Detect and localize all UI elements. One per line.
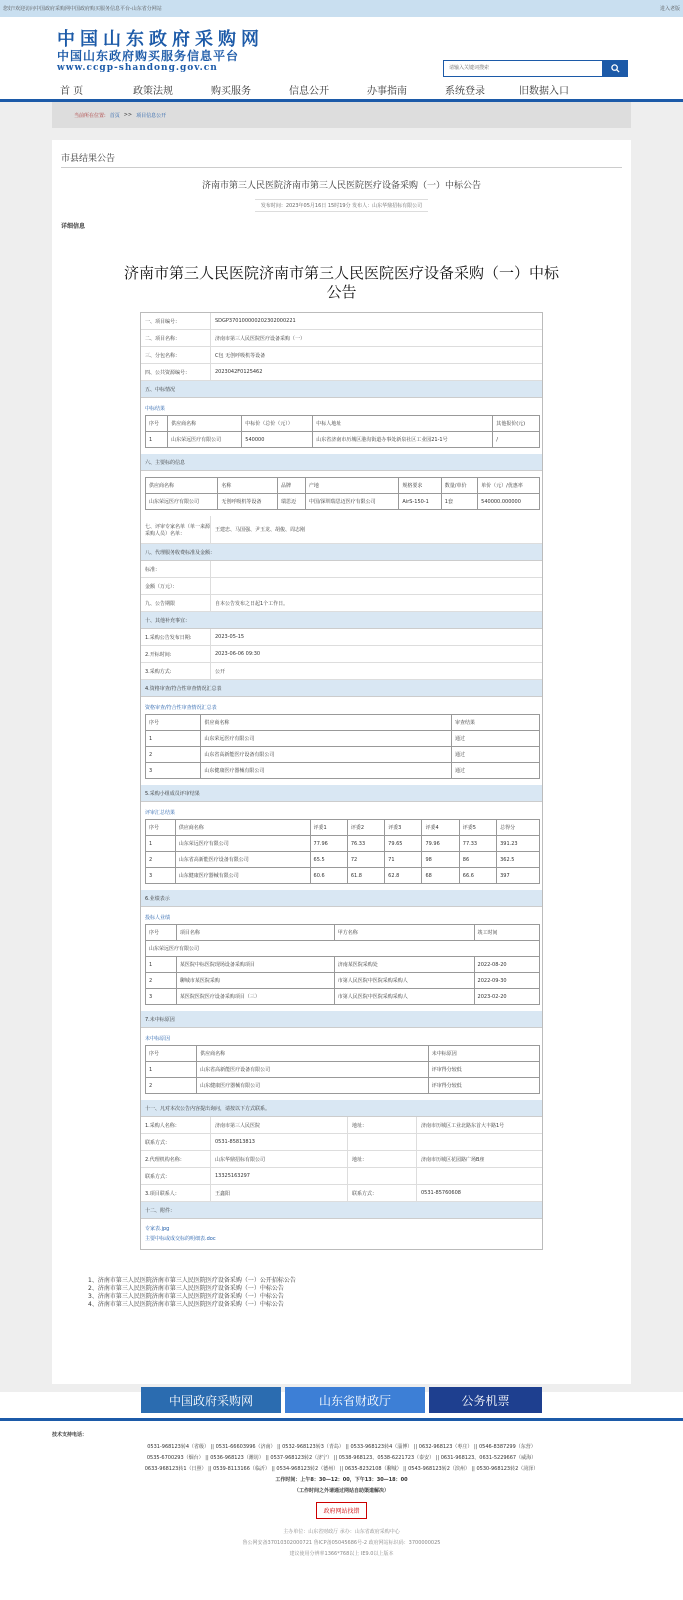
field-label: 联系方式：	[141, 1134, 211, 1150]
column-header: 名称	[218, 478, 278, 494]
section-heading: 4.资格审查/符合性审查情况汇总表	[141, 680, 542, 697]
field-value: 济南市第三人民医院医疗设备采购（一）	[215, 335, 306, 342]
banner-airticket[interactable]: 公务机票	[429, 1387, 542, 1413]
field-value: SDGP370100000202302000221	[215, 318, 296, 324]
field-label: 地址：	[347, 1151, 417, 1167]
column-header: 序号	[146, 1046, 197, 1062]
table-header	[146, 1046, 540, 1062]
table-cell: 1	[146, 957, 177, 973]
table-header	[146, 925, 540, 941]
field-label: 3.项目联系人：	[141, 1185, 211, 1201]
field-row	[141, 330, 542, 347]
field-value: 山东华鼎招标有限公司	[215, 1156, 266, 1163]
table-row	[146, 1062, 540, 1078]
column-header: 供应商名称	[146, 478, 218, 494]
footer-browser-note: 建议使用分辨率1366*768以上 IE9.0以上版本	[289, 1551, 394, 1557]
section-heading: 十一、凡对本次公告内容提出询问，请按以下方式联系。	[141, 1100, 542, 1117]
field-value: 济南市历城区花园路广场B座	[421, 1156, 485, 1163]
table-cell: 60.6	[310, 868, 347, 884]
table-row	[146, 747, 540, 763]
table-cell: 中国/深圳瑞思迈医疗有限公司	[305, 494, 399, 510]
field-value: 13325163297	[215, 1173, 250, 1179]
field-value: 王建忠、马国强、尹玉龙、胡俊、周志刚	[215, 527, 306, 533]
content-area	[0, 102, 683, 1392]
table-header	[146, 715, 540, 731]
table-row	[146, 432, 540, 448]
column-header: 中标人地址	[313, 416, 493, 432]
section-heading: 十二、附件：	[141, 1202, 542, 1219]
table-cell: 77.33	[459, 836, 496, 852]
table-cell: 2	[146, 973, 177, 989]
field-value: 自本公告发布之日起1个工作日。	[215, 600, 289, 607]
section-heading: 六、主要标的信息	[141, 454, 542, 471]
table-cell: 77.96	[310, 836, 347, 852]
field-value: C包 无创呼吸机等设备	[215, 352, 266, 359]
table-cell: 济南某医院采购处	[334, 957, 474, 973]
field-label: 2.开标时间:	[141, 646, 211, 662]
table-cell: 瑞思迈	[278, 494, 306, 510]
related-link[interactable]: 1、济南市第三人民医院济南市第三人民医院医疗设备采购（一）公开招标公告	[88, 1277, 296, 1284]
table-row	[146, 494, 540, 510]
table-row	[146, 957, 540, 973]
table-cell: 540000.000000	[478, 494, 540, 510]
table-cell: 68	[422, 868, 459, 884]
table-cell: 通过	[452, 763, 540, 779]
table-cell: 62.8	[385, 868, 422, 884]
table-cell: 391.23	[497, 836, 540, 852]
sub-heading: 资格审查/符合性审查情况汇总表	[145, 705, 217, 711]
search-button[interactable]	[603, 60, 628, 77]
welcome-text: 您好!欢迎访问中国政府采购网中国政府购买服务信息平台-山东省分网站	[3, 6, 162, 12]
score-table	[145, 819, 540, 884]
table-cell: 1套	[441, 494, 477, 510]
table-header	[146, 478, 540, 494]
section-heading: 7.未中标原因	[141, 1011, 542, 1028]
table-row	[146, 836, 540, 852]
field-label: 联系方式：	[347, 1185, 417, 1201]
table-cell: 72	[347, 852, 384, 868]
banner-links	[0, 1387, 683, 1413]
footer-icp: 鲁公网安备37010302000721 鲁ICP备05045686号-2 政府网站标识码：3700000025	[242, 1540, 441, 1546]
field-row	[141, 578, 542, 595]
nav-policy[interactable]: 政策法规	[133, 85, 173, 97]
field-row	[141, 595, 542, 612]
field-label: 金额（万元）：	[141, 578, 211, 594]
sub-heading: 评审汇总结果	[145, 810, 176, 816]
table-cell: 2022-08-20	[474, 957, 539, 973]
field-label	[347, 1134, 417, 1150]
column-header: 评委1	[310, 820, 347, 836]
table-row	[146, 852, 540, 868]
table-cell: 通过	[452, 731, 540, 747]
table-row	[146, 763, 540, 779]
field-label: 1.采购人名称：	[141, 1117, 211, 1133]
table-cell: 98	[422, 852, 459, 868]
table-header	[146, 416, 540, 432]
table-cell: 山东省高新能医疗设备有限公司	[197, 1062, 429, 1078]
site-logo[interactable]: 中国山东政府采购网 中国山东政府购买服务信息平台 www.ccgp-shandong.gov.cn	[57, 29, 264, 73]
nav-login[interactable]: 系统登录	[445, 85, 485, 97]
related-notices	[61, 1277, 622, 1309]
footer-phone-line: 0535-6700293（烟台） || 0536-968123（潍坊） || 0537-968123转2（济宁） || 0538-968123、0538-6221723（泰安） || 0631-968123、0631-5229667（威海）	[146, 1455, 537, 1461]
table-cell: 2	[146, 852, 176, 868]
table-cell: 聊城市某医院采购	[176, 973, 334, 989]
field-row	[141, 561, 542, 578]
field-label: 三、分包名称：	[141, 347, 211, 363]
section-heading: 十、其他补充事宜：	[141, 612, 542, 629]
field-label: 地址：	[347, 1117, 417, 1133]
field-label: 2.代理机构名称：	[141, 1151, 211, 1167]
table-cell: 山东省济南市历城区港沟街道办事处新泉社区工业园21-1号	[313, 432, 493, 448]
field-label: 四、公共资源编号：	[141, 364, 211, 380]
old-version-link[interactable]: 进入老版	[659, 6, 680, 12]
table-cell: 评审得分较低	[428, 1062, 539, 1078]
site-header	[0, 17, 683, 79]
column-header: 供应商名称	[175, 820, 310, 836]
field-value: 王鑫阳	[215, 1190, 231, 1197]
table-cell: 山东省高新能医疗设备有限公司	[201, 747, 452, 763]
table-cell: 山东荣远医疗有限公司	[168, 432, 242, 448]
table-cell: 通过	[452, 747, 540, 763]
table-cell: 79.65	[385, 836, 422, 852]
field-value: 济南市第三人民医院	[215, 1122, 261, 1129]
column-header: 未中标原因	[428, 1046, 539, 1062]
related-link[interactable]: 2、济南市第三人民医院济南市第三人民医院医疗设备采购（一）中标公告	[88, 1285, 284, 1292]
table-cell: 3	[146, 763, 201, 779]
field-row	[141, 1117, 542, 1134]
table-cell: 山东省高新能医疗设备有限公司	[175, 852, 310, 868]
performance-table	[145, 924, 540, 1005]
sub-heading: 投标人业绩	[145, 915, 171, 921]
field-row	[141, 313, 542, 330]
table-cell: 540000	[242, 432, 313, 448]
table-row	[146, 989, 540, 1005]
field-value: 公开	[215, 668, 226, 675]
unsuccessful-table	[145, 1045, 540, 1094]
table-row	[146, 868, 540, 884]
table-cell: 76.33	[347, 836, 384, 852]
nav-home[interactable]: 首 页	[60, 85, 84, 97]
notice-document	[140, 312, 543, 1250]
table-row	[146, 941, 540, 957]
table-cell: 65.5	[310, 852, 347, 868]
field-row	[141, 364, 542, 381]
column-header: 总得分	[497, 820, 540, 836]
footer-title: 技术支持电话：	[52, 1432, 88, 1438]
section-heading: 五、中标情况	[141, 381, 542, 398]
column-header: 供应商名称	[197, 1046, 429, 1062]
field-label: 一、项目编号：	[141, 313, 211, 329]
column-header: 中标价（总价（元））	[242, 416, 313, 432]
column-header: 甲方名称	[334, 925, 474, 941]
notice-title: 济南市第三人民医院济南市第三人民医院医疗设备采购（一）中标公告	[201, 181, 481, 191]
goods-table	[145, 477, 540, 510]
field-row	[141, 1185, 542, 1202]
field-row	[141, 1151, 542, 1168]
breadcrumb-current[interactable]: 项目信息公开	[136, 112, 167, 119]
table-cell: 山东健康医疗器械有限公司	[201, 763, 452, 779]
field-label	[347, 1168, 417, 1184]
table-cell: 1	[146, 731, 201, 747]
footer-sponsor: 主办单位：山东省财政厅 承办：山东省政府采购中心	[283, 1529, 400, 1535]
table-cell: 无创呼吸机等设备	[218, 494, 278, 510]
field-value: 0531-85813813	[215, 1139, 255, 1145]
table-cell: 山东健康医疗器械有限公司	[197, 1078, 429, 1094]
footer-note: （工作时间之外请通过网站自助渠道解决）	[293, 1488, 389, 1494]
table-cell: 某医院中标医院现场设备采购项目	[176, 957, 334, 973]
field-row	[141, 663, 542, 680]
column-header: 供应商名称	[201, 715, 452, 731]
field-row	[141, 1134, 542, 1151]
column-header: 序号	[146, 715, 201, 731]
section-heading: 5.采购小组成员评审结果	[141, 785, 542, 802]
table-cell: 山东健康医疗器械有限公司	[175, 868, 310, 884]
search-input[interactable]: 请输入关键词搜索	[443, 60, 603, 77]
column-header: 数量/单价	[441, 478, 477, 494]
table-cell: 71	[385, 852, 422, 868]
column-header: 序号	[146, 416, 168, 432]
field-value: 2023-05-15	[215, 634, 245, 640]
field-label: 九、公告期限	[141, 595, 211, 611]
table-cell: 市第人民医院中医院采购采购人	[334, 973, 474, 989]
section-heading: 6.业绩表示	[141, 890, 542, 907]
footer-hours: 工作时间：上午8：30—12：00，下午13：30—18：00	[275, 1477, 408, 1483]
column-header: 评委5	[459, 820, 496, 836]
table-header	[146, 820, 540, 836]
table-cell: 3	[146, 989, 177, 1005]
find-error-badge[interactable]: 政府网站找错	[316, 1502, 366, 1519]
related-link[interactable]: 4、济南市第三人民医院济南市第三人民医院医疗设备采购（一）中标公告	[88, 1301, 284, 1308]
field-label: 二、项目名称：	[141, 330, 211, 346]
breadcrumb: 当前所在位置: 首页 >> 项目信息公开	[52, 102, 631, 128]
field-row	[141, 347, 542, 364]
search-icon	[611, 64, 620, 73]
notice-meta: 发布时间：2023年05月16日 15时19分 发布人：山东华鼎招标有限公司	[255, 199, 428, 212]
column-header: 规格要求	[399, 478, 441, 494]
field-value: 济南市历城区工业北路东首大丰路1号	[421, 1122, 505, 1129]
top-bar	[0, 0, 683, 17]
table-cell: 2022-09-30	[474, 973, 539, 989]
table-cell: /	[493, 432, 540, 448]
table-cell: AirS-150-1	[399, 494, 441, 510]
table-row	[146, 731, 540, 747]
table-cell: 山东荣远医疗有限公司	[201, 731, 452, 747]
site-footer	[0, 1418, 683, 1560]
field-row	[141, 1168, 542, 1185]
table-cell: 评审得分较低	[428, 1078, 539, 1094]
table-cell: 79.96	[422, 836, 459, 852]
sub-heading: 中标结果	[145, 406, 166, 412]
column-header: 审查结果	[452, 715, 540, 731]
panel-title: 市县结果公告	[61, 140, 622, 168]
nav-old-data[interactable]: 旧数据入口	[519, 85, 569, 97]
column-header: 评委3	[385, 820, 422, 836]
nav-services[interactable]: 购买服务	[211, 85, 251, 97]
table-cell: 1	[146, 1062, 197, 1078]
column-header: 竣工时间	[474, 925, 539, 941]
banner-finance[interactable]: 山东省财政厅	[285, 1387, 425, 1413]
table-cell: 2	[146, 1078, 197, 1094]
nav-info[interactable]: 信息公开	[289, 85, 329, 97]
field-label: 3.采购方式:	[141, 663, 211, 679]
bid-result-table	[145, 415, 540, 448]
table-cell: 山东荣远医疗有限公司	[175, 836, 310, 852]
column-header: 评委2	[347, 820, 384, 836]
footer-phone-line: 0531-968123转4（省级） || 0531-66603996（济南） || 0532-968123转3（青岛） || 0533-968123转4（淄博） || 0632-968123（枣庄） || 0546-8387299（东营）	[147, 1444, 536, 1450]
column-header: 产地	[305, 478, 399, 494]
field-value: 2023042F0125462	[215, 369, 263, 375]
document-title: 济南市第三人民医院济南市第三人民医院医疗设备采购（一）中标公告	[123, 264, 559, 301]
breadcrumb-home[interactable]: 首页	[109, 112, 120, 119]
attachment-link[interactable]: 主要中标或成交标的明细表.doc	[145, 1236, 216, 1242]
column-header: 其他报价(元)	[493, 416, 540, 432]
table-cell: 86	[459, 852, 496, 868]
field-row	[141, 629, 542, 646]
table-cell: 山东荣远医疗有限公司	[146, 941, 540, 957]
column-header: 序号	[146, 820, 176, 836]
field-label: 联系方式：	[141, 1168, 211, 1184]
table-cell: 某医院医院医疗设备采购项目（三）	[176, 989, 334, 1005]
detail-label: 详细信息	[61, 223, 86, 230]
column-header: 序号	[146, 925, 177, 941]
footer-phone-line: 0633-968123转1（日照） || 0539-8113166（临沂） || 0534-968123转2（德州） || 0635-8232108（聊城） || 0543-968123转2（滨州） || 0530-968123转2（菏泽）	[144, 1466, 539, 1472]
column-header: 评委4	[422, 820, 459, 836]
attachment-link[interactable]: 专家表.jpg	[145, 1226, 170, 1232]
main-nav	[0, 79, 683, 102]
qualification-table	[145, 714, 540, 779]
field-value: 2023-06-06 09:30	[215, 651, 261, 657]
table-cell: 66.6	[459, 868, 496, 884]
nav-guide[interactable]: 办事指南	[367, 85, 407, 97]
field-label: 七、评审专家名单（单一来源采购人员）名单：	[141, 516, 211, 543]
table-cell: 2	[146, 747, 201, 763]
field-row	[141, 646, 542, 663]
table-row	[146, 1078, 540, 1094]
banner-ccgp[interactable]: 中国政府采购网	[141, 1387, 281, 1413]
sub-heading: 未中标原因	[145, 1036, 171, 1042]
column-header: 项目名称	[176, 925, 334, 941]
table-cell: 2023-02-20	[474, 989, 539, 1005]
column-header: 供应商名称	[168, 416, 242, 432]
table-cell: 61.8	[347, 868, 384, 884]
table-cell: 362.5	[497, 852, 540, 868]
table-cell: 3	[146, 868, 176, 884]
section-heading: 八、代理服务收费标准及金额：	[141, 544, 542, 561]
notice-panel	[52, 140, 631, 1384]
table-cell: 市第人民医院中医院采购采购人	[334, 989, 474, 1005]
table-row	[146, 973, 540, 989]
field-label: 1.采购公告发布日期:	[141, 629, 211, 645]
search-bar	[443, 60, 628, 77]
column-header: 品牌	[278, 478, 306, 494]
field-value: 0531-85760608	[421, 1190, 461, 1196]
table-cell: 1	[146, 432, 168, 448]
table-cell: 山东荣远医疗有限公司	[146, 494, 218, 510]
related-link[interactable]: 3、济南市第三人民医院济南市第三人民医院医疗设备采购（一）中标公告	[88, 1293, 284, 1300]
field-label: 标准：	[141, 561, 211, 577]
table-cell: 397	[497, 868, 540, 884]
table-cell: 1	[146, 836, 176, 852]
column-header: 单价（元）/优惠率	[478, 478, 540, 494]
